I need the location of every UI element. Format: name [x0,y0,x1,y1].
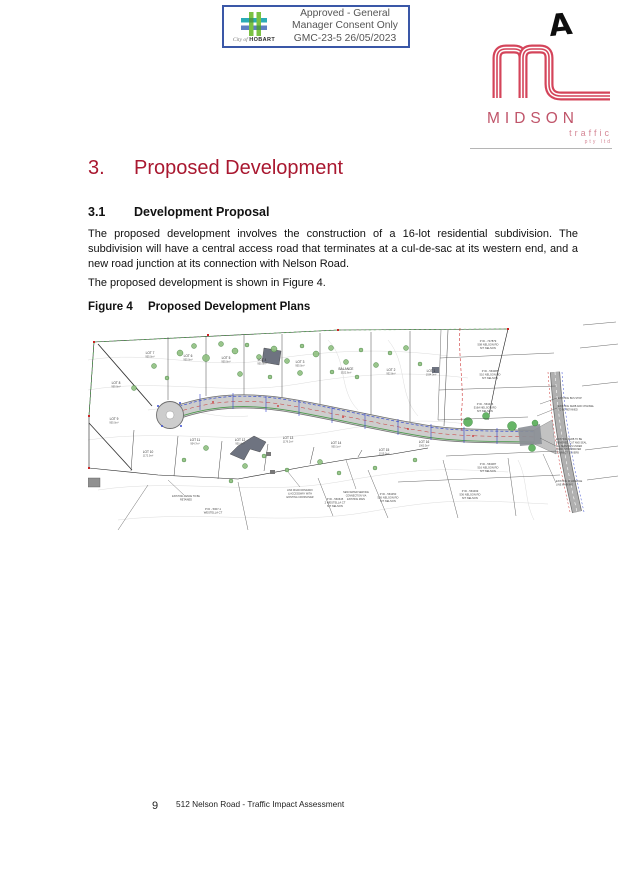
revision-mark: A [547,6,574,45]
svg-text:2 WESTELLA CT: 2 WESTELLA CT [324,501,346,505]
svg-text:MT NELSON: MT NELSON [477,409,493,413]
svg-text:MT NELSON: MT NELSON [327,504,343,508]
svg-text:955.0m²: 955.0m² [111,385,121,389]
lot-label: LOT 4 [257,358,267,362]
svg-text:RETAINED: RETAINED [180,498,192,502]
svg-text:EXISTING BUS STOP: EXISTING BUS STOP [558,397,582,400]
svg-text:3522.6m²: 3522.6m² [340,371,352,375]
lot-label: LOT 16 [418,440,430,444]
svg-text:P ID - 747879: P ID - 747879 [479,340,497,343]
svg-text:P ID - 5007-1: P ID - 5007-1 [205,508,221,511]
svg-text:1063.5m²: 1063.5m² [418,444,430,448]
stamp-line-2: Manager Consent Only [292,20,398,32]
lot-boundaries-bottom [89,423,362,479]
svg-text:P ID - 563085: P ID - 563085 [481,370,499,373]
lot-label: LOT 1 [426,369,436,373]
svg-text:EXISTING KERB AND CHANNEL: EXISTING KERB AND CHANNEL [558,405,595,408]
svg-text:955.0m²: 955.0m² [145,355,155,359]
city-of-hobart-logo [228,11,280,43]
svg-text:954.7m²: 954.7m² [190,442,200,446]
midson-logo-icon [487,36,612,104]
svg-text:LINK ROAD DRIVEWAY: LINK ROAD DRIVEWAY [286,489,314,492]
svg-text:EXISTING CROSSOVER: EXISTING CROSSOVER [286,495,314,499]
lot-label: LOT 5 [221,356,231,360]
svg-text:CONNECTION VIA: CONNECTION VIA [345,494,367,498]
svg-text:WESTELLA CT: WESTELLA CT [203,511,223,515]
svg-text:CONNECT TO KERB: CONNECT TO KERB [556,451,579,455]
lot-label: LOT 15 [378,448,390,452]
svg-text:1034.0m²: 1034.0m² [425,373,437,377]
footer-doc-title: 512 Nelson Road - Traffic Impact Assessment [176,799,345,809]
svg-text:EXISTING FENCE TO BE: EXISTING FENCE TO BE [172,495,200,498]
section-number: 3. [88,157,105,179]
svg-text:LINE MARKING: LINE MARKING [556,483,574,487]
svg-text:MT NELSON: MT NELSON [480,346,496,350]
svg-text:EXISTING KERB TO BE: EXISTING KERB TO BE [556,438,583,441]
midson-subtitle2: pty ltd [584,139,612,145]
hobart-logo-text: City of HOBART [232,36,276,43]
site-plan-drawing [88,320,618,540]
svg-text:955.0m²: 955.0m² [295,364,305,368]
lot-label: LOT 8 [111,381,121,385]
svg-text:P ID - 563450: P ID - 563450 [379,493,397,496]
stamp-text [286,8,404,46]
svg-text:MT NELSON: MT NELSON [462,496,478,500]
survey-marks [88,328,509,469]
cul-de-sac [157,402,184,429]
svg-text:950.4m²: 950.4m² [235,442,245,446]
svg-text:510 NELSON RD: 510 NELSON RD [479,373,501,377]
svg-text:MT NELSON: MT NELSON [480,469,496,473]
svg-text:536 NELSON RD: 536 NELSON RD [459,493,481,497]
svg-text:ROAD, STORMWATER: ROAD, STORMWATER [556,448,582,452]
figure-title: Proposed Development Plans [148,301,311,313]
lot-label: LOT 3 [295,360,305,364]
svg-text:EXISTING MAIN: EXISTING MAIN [347,497,365,501]
svg-text:P ID - 563499: P ID - 563499 [461,490,479,493]
page-number: 9 [152,800,159,812]
parcel-labels [204,339,501,514]
svg-text:955.0m²: 955.0m² [221,360,231,364]
svg-text:ALL SERVICES UNDER: ALL SERVICES UNDER [556,444,583,448]
svg-text:952.8m²: 952.8m² [386,372,396,376]
paragraph-2: The proposed development is shown in Figure 4. [88,277,326,289]
midson-subtitle: traffic [569,128,612,138]
svg-text:NEW WATER SERVICE: NEW WATER SERVICE [343,491,369,494]
svg-text:TO BE RETAINED: TO BE RETAINED [558,408,578,412]
lot-label: LOT 12 [234,438,246,442]
midson-wordmark: MIDSON [487,110,579,127]
figure-label: Figure 4 [88,301,133,313]
lot-label: LOT 2 [386,368,396,372]
svg-text:526 NELSON RD: 526 NELSON RD [377,496,399,500]
lot-label: LOT 7 [145,351,155,355]
stamp-line-3: GMC-23-5 26/05/2023 [293,32,397,44]
midson-logo [487,36,612,145]
lot-label: BALANCE [338,367,354,371]
svg-text:P ID - 560645: P ID - 560645 [326,498,344,501]
svg-text:955.0m²: 955.0m² [257,362,267,366]
svg-text:MT NELSON: MT NELSON [482,376,498,380]
development-plan-figure [88,320,618,540]
svg-text:516A NELSON RD: 516A NELSON RD [473,406,497,410]
svg-text:1015.2m²: 1015.2m² [378,452,390,456]
figure-caption [88,301,310,313]
svg-text:955.1m²: 955.1m² [331,445,341,449]
section-title: Proposed Development [134,157,344,179]
svg-text:& ACCESSWAY WITH: & ACCESSWAY WITH [288,492,312,496]
lot-label: LOT 13 [282,436,294,440]
lot-boundaries-top [98,330,448,426]
svg-text:508 NELSON RD: 508 NELSON RD [477,343,499,347]
lot-label: LOT 11 [189,438,201,442]
lot-label: LOT 10 [142,450,154,454]
subsection-heading [88,205,269,219]
lot-label: LOT 14 [330,441,342,445]
stamp-line-1: Approved - General [300,7,390,19]
logo-divider [470,148,612,149]
svg-text:1176.2m²: 1176.2m² [282,440,294,444]
hobart-logo-icon [237,11,271,37]
svg-text:955.0m²: 955.0m² [183,358,193,362]
section-heading [88,157,343,180]
svg-text:516 NELSON RD: 516 NELSON RD [477,466,499,470]
paragraph-1: The proposed development involves the construction of a 16-lot residential subdivision. The subdivision will have a central access road that terminates at a cul-de-sac at its western end, and a new road junction at its connection with Nelson Road. [88,228,578,270]
svg-text:P ID - 563087: P ID - 563087 [479,463,497,466]
red-boundary-line [460,328,463,432]
svg-text:REMOVED, CUT AND SEAL: REMOVED, CUT AND SEAL [556,441,587,445]
svg-text:955.0m²: 955.0m² [109,421,119,425]
svg-text:EXISTING ROAD EDGE: EXISTING ROAD EDGE [556,480,583,483]
svg-text:MT NELSON: MT NELSON [380,499,396,503]
lot-label: LOT 9 [109,417,119,421]
subsection-number: 3.1 [88,205,106,219]
lot-label: LOT 6 [183,354,193,358]
approval-stamp [222,5,410,48]
svg-text:1172.0m²: 1172.0m² [142,454,154,458]
subsection-title: Development Proposal [134,205,270,219]
svg-text:P ID - 563436: P ID - 563436 [476,403,494,406]
